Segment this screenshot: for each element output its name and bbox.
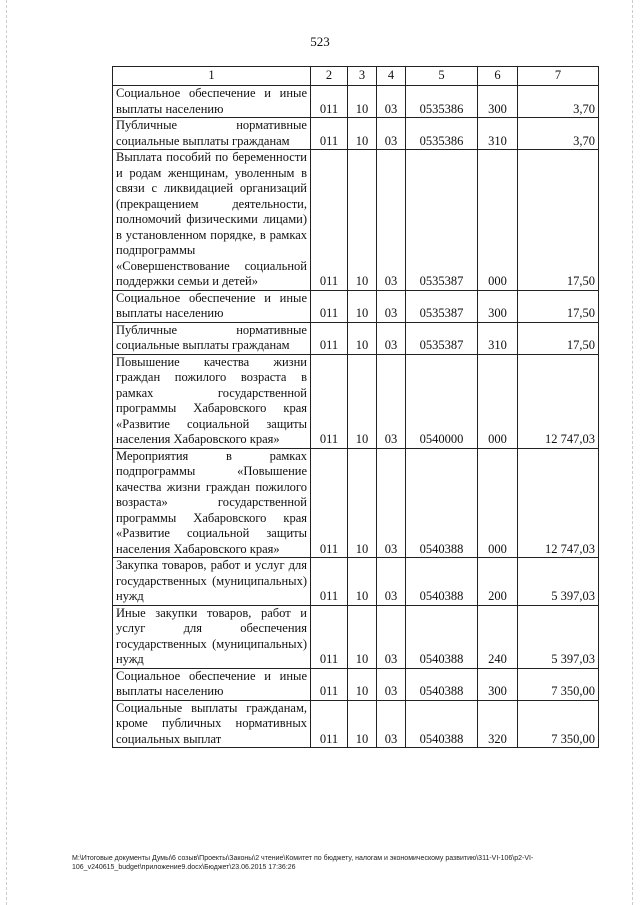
binding-line-right xyxy=(632,0,634,905)
amount-cell: 7 350,00 xyxy=(518,668,599,700)
ministry-code-cell: 011 xyxy=(311,448,348,558)
row-name-cell: Повышение качества жизни граждан пожилого возраста в рамках государственной программы Хабаровского края «Развитие социальной защиты населения Хабаровского края» xyxy=(113,354,311,448)
target-item-code-cell: 0535387 xyxy=(406,150,478,291)
table-row xyxy=(113,86,599,118)
table-row xyxy=(113,700,599,748)
table-row xyxy=(113,290,599,322)
ministry-code-cell: 011 xyxy=(311,290,348,322)
table-row xyxy=(113,668,599,700)
subsection-code-cell: 03 xyxy=(377,668,406,700)
ministry-code-cell: 011 xyxy=(311,118,348,150)
section-code-cell: 10 xyxy=(348,354,377,448)
ministry-code-cell: 011 xyxy=(311,668,348,700)
expense-type-code-cell: 240 xyxy=(478,605,518,668)
expense-type-code-cell: 000 xyxy=(478,354,518,448)
section-code-cell: 10 xyxy=(348,700,377,748)
ministry-code-cell: 011 xyxy=(311,86,348,118)
section-code-cell: 10 xyxy=(348,150,377,291)
subsection-code-cell: 03 xyxy=(377,354,406,448)
amount-cell: 7 350,00 xyxy=(518,700,599,748)
table-row xyxy=(113,322,599,354)
target-item-code-cell: 0540388 xyxy=(406,605,478,668)
expense-type-code-cell: 310 xyxy=(478,118,518,150)
subsection-code-cell: 03 xyxy=(377,322,406,354)
subsection-code-cell: 03 xyxy=(377,700,406,748)
row-name-cell: Закупка товаров, работ и услуг для государственных (муниципальных) нужд xyxy=(113,558,311,606)
target-item-code-cell: 0540388 xyxy=(406,700,478,748)
row-name-cell: Социальные выплаты гражданам, кроме публичных нормативных социальных выплат xyxy=(113,700,311,748)
header-cell: 4 xyxy=(377,67,406,86)
header-cell: 1 xyxy=(113,67,311,86)
expense-type-code-cell: 300 xyxy=(478,668,518,700)
page-number: 523 xyxy=(310,34,330,49)
expense-type-code-cell: 000 xyxy=(478,150,518,291)
amount-cell: 5 397,03 xyxy=(518,558,599,606)
ministry-code-cell: 011 xyxy=(311,354,348,448)
table-row xyxy=(113,150,599,291)
amount-cell: 3,70 xyxy=(518,86,599,118)
table-header-row xyxy=(113,67,599,86)
row-name-cell: Иные закупки товаров, работ и услуг для обеспечения государственных (муниципальных) нужд xyxy=(113,605,311,668)
target-item-code-cell: 0540388 xyxy=(406,558,478,606)
table-row xyxy=(113,605,599,668)
section-code-cell: 10 xyxy=(348,290,377,322)
table-row xyxy=(113,118,599,150)
ministry-code-cell: 011 xyxy=(311,322,348,354)
subsection-code-cell: 03 xyxy=(377,290,406,322)
subsection-code-cell: 03 xyxy=(377,150,406,291)
expense-type-code-cell: 300 xyxy=(478,290,518,322)
section-code-cell: 10 xyxy=(348,118,377,150)
ministry-code-cell: 011 xyxy=(311,700,348,748)
row-name-cell: Выплата пособий по беременности и родам женщинам, уволенным в связи с ликвидацией организаций (прекращением деятельности, полномочий физическими лицами) в установленном порядке, в рамках подпрограммы «Совершенствование социальной поддержки семьи и детей» xyxy=(113,150,311,291)
amount-cell: 17,50 xyxy=(518,322,599,354)
target-item-code-cell: 0535387 xyxy=(406,322,478,354)
section-code-cell: 10 xyxy=(348,668,377,700)
amount-cell: 3,70 xyxy=(518,118,599,150)
subsection-code-cell: 03 xyxy=(377,605,406,668)
expense-type-code-cell: 300 xyxy=(478,86,518,118)
ministry-code-cell: 011 xyxy=(311,558,348,606)
row-name-cell: Социальное обеспечение и иные выплаты населению xyxy=(113,290,311,322)
subsection-code-cell: 03 xyxy=(377,86,406,118)
section-code-cell: 10 xyxy=(348,322,377,354)
target-item-code-cell: 0535387 xyxy=(406,290,478,322)
file-path-footer: M:\Итоговые документы Думы\6 созыв\Проекты\Законы\2 чтение\Комитет по бюджету, налогам и экономическому развитию\311-VI-106\p2-VI-106_v240615_budget\приложение9.docx\Бюджет\23.06.2015 17:36:26 xyxy=(72,855,534,871)
expense-type-code-cell: 320 xyxy=(478,700,518,748)
section-code-cell: 10 xyxy=(348,86,377,118)
target-item-code-cell: 0535386 xyxy=(406,118,478,150)
row-name-cell: Социальное обеспечение и иные выплаты населению xyxy=(113,668,311,700)
target-item-code-cell: 0535386 xyxy=(406,86,478,118)
row-name-cell: Публичные нормативные социальные выплаты гражданам xyxy=(113,118,311,150)
target-item-code-cell: 0540000 xyxy=(406,354,478,448)
amount-cell: 12 747,03 xyxy=(518,448,599,558)
section-code-cell: 10 xyxy=(348,558,377,606)
target-item-code-cell: 0540388 xyxy=(406,448,478,558)
amount-cell: 12 747,03 xyxy=(518,354,599,448)
section-code-cell: 10 xyxy=(348,448,377,558)
row-name-cell: Публичные нормативные социальные выплаты гражданам xyxy=(113,322,311,354)
expense-type-code-cell: 200 xyxy=(478,558,518,606)
expense-type-code-cell: 000 xyxy=(478,448,518,558)
row-name-cell: Мероприятия в рамках подпрограммы «Повышение качества жизни граждан пожилого возраста» государственной программы Хабаровского края «Развитие социальной защиты населения Хабаровского края» xyxy=(113,448,311,558)
header-cell: 3 xyxy=(348,67,377,86)
ministry-code-cell: 011 xyxy=(311,605,348,668)
section-code-cell: 10 xyxy=(348,605,377,668)
header-cell: 2 xyxy=(311,67,348,86)
ministry-code-cell: 011 xyxy=(311,150,348,291)
subsection-code-cell: 03 xyxy=(377,448,406,558)
table-row xyxy=(113,448,599,558)
header-cell: 5 xyxy=(406,67,478,86)
header-cell: 7 xyxy=(518,67,599,86)
table-row xyxy=(113,558,599,606)
subsection-code-cell: 03 xyxy=(377,118,406,150)
binding-line-left xyxy=(6,0,8,905)
expense-type-code-cell: 310 xyxy=(478,322,518,354)
target-item-code-cell: 0540388 xyxy=(406,668,478,700)
amount-cell: 17,50 xyxy=(518,290,599,322)
amount-cell: 5 397,03 xyxy=(518,605,599,668)
budget-table xyxy=(112,66,599,748)
header-cell: 6 xyxy=(478,67,518,86)
subsection-code-cell: 03 xyxy=(377,558,406,606)
row-name-cell: Социальное обеспечение и иные выплаты населению xyxy=(113,86,311,118)
amount-cell: 17,50 xyxy=(518,150,599,291)
table-row xyxy=(113,354,599,448)
